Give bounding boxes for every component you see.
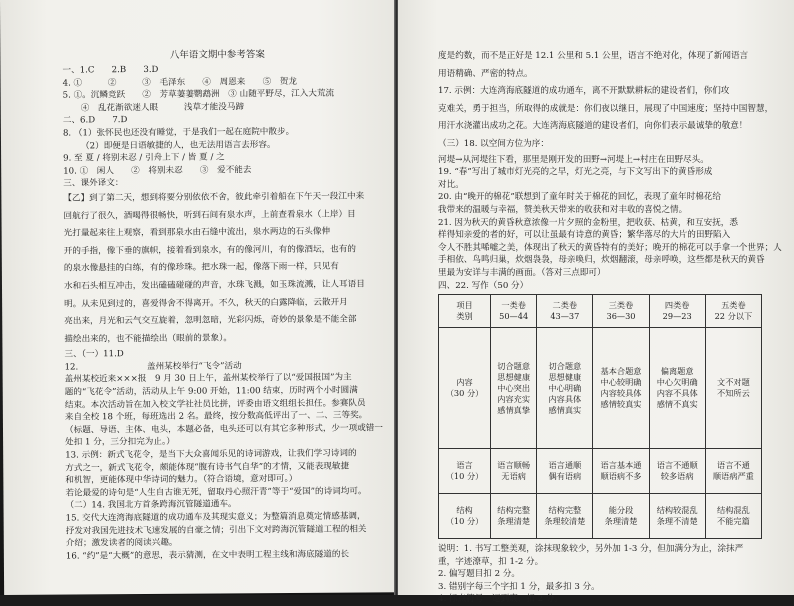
table-cell: 切合题意 思想健康 中心明确 内容具体 感情真实 [537,328,593,449]
passage-line: 开的手指，像下垂的旗帜，接着看到泉水，有的像河川，有的像酒坛，也有的 [63,244,356,257]
answer-line: 17. 示例：大连湾海底隧道的成功通车，离不开默默耕耘的建设者们，你们攻 [438,86,730,97]
table-cell: 语言不通顺 较多语病 [649,449,705,494]
answer-line: 样得知亲爱的者的好，可以让虽最有诗意的黄昏；繁华落尽的大片的田野陷入 [438,230,731,241]
body-line: 处扣 1 分，三分扣完为止。） [65,437,175,448]
table-row [439,449,762,494]
right-answers-block [438,48,782,292]
body-line: 若论最爱的诗句是“人生自古谁无死，留取丹心照汗青”等于“爱国”的诗词均可。 [65,486,367,499]
answer-line: 用语精确、严密的特点。 [438,68,533,79]
question-12-body [64,372,384,563]
table-cell: 语言不通 顺语病严重 [705,449,761,494]
question-12-title: 12. 盖州某校举行“飞令”活动 [64,361,242,373]
body-line: 13. 示例：新式飞花令，是当下大众喜闻乐见的诗词游戏，让我们学习诗词的 [65,448,357,461]
table-header-cell: 一类卷 50—44 [491,295,537,328]
body-line: 方式之一，新式飞花令，颇能体现“腹有诗书气自华”的才情，又能表现敏捷 [65,461,350,474]
answer-line: 20. 由“晚开的棉花”联想到了童年时关于棉花的回忆，表现了童年时棉花给 [438,192,721,203]
body-line: 16. “约”是“大概”的意思，表示猜测，在文中表明工程主线和海底隧道的长 [65,549,350,562]
table-cell: 能分段 条理清楚 [593,494,649,539]
body-line: （二）14. 我国北方首条跨海沉管隧道通车。 [65,499,237,511]
table-cell: 结构 （10 分） [439,494,491,539]
table-cell: 语言通顺 偶有语病 [537,449,593,494]
left-answer-sheet [0,0,400,595]
table-cell: 结构完整 条理清楚 [491,494,537,539]
answer-line: 手相依、鸟鸣归巢，炊烟袅袅，母亲唤归，炊烟翻滚，母亲呼唤，这些都是秋天的黄昏 [438,255,765,266]
note-line: 2. 偏写题目扣 2 分。 [438,569,521,580]
answer-line: 10. ① 闲人 ② 将别未忍 ③ 爱不能去 [63,164,252,177]
table-header-cell: 五类卷 22 分以下 [705,295,761,328]
answer-line: 9. 至 夏 / 将别未忍 / 引舟上下 / 皆 夏 / 之 [63,152,225,164]
body-line: 介绍；激发读者的阅读兴趣。 [65,537,178,549]
note-line: 4. 标点符号一逗到底，扣 2 分。 [438,594,563,605]
table-cell: 偏离题意 中心欠明确 内容不具体 感情不真实 [649,328,705,449]
answer-line: 三、课外译文： [63,178,124,189]
answer-line: （三）18. 以空间方位为序： [438,138,549,149]
body-line: 来自全校 18 个班，每班选出 2 名。最终，按分数高低评出了一、二、三等奖。 [64,410,368,423]
answer-line: 我带来的温暖与幸福，赞美秋天带来的收获和对丰收的喜悦之情。 [438,204,688,215]
table-header-cell: 三类卷 36—30 [593,295,649,328]
table-cell: 语言 （10 分） [439,449,491,494]
answer-line: 8. （1）张怀民也还没有睡觉，于是我们一起在庭院中散步。 [62,126,295,139]
answer-sheet-title: 八年语文期中参考答案 [169,49,265,61]
answer-line: 令人不胜其唏嘘之美，体现出了秋天的黄昏特有的美好；晚开的棉花可以手拿一个世界；人 [438,242,782,253]
answer-line: （2）即便是日语敏捷的人，也无法用语言去形容。 [80,139,276,152]
passage-line: 亮出来，月光和云气交互旋着，忽明忽暗，光彩闪烁，奇妙的景象是不能全部 [64,314,357,327]
answer-line: 5. ①。沉鳞竞跃 ② 芳草萋萋鹦鹉洲 ③ 山随平野尽，江入大荒流 [62,88,335,101]
answer-line: 19. “春”写出了城市灯光亮的之早，灯光之亮，与下文写出下的黄昏形成 [438,167,713,178]
table-header-cell: 二类卷 43—37 [537,295,593,328]
translation-passage [63,188,374,349]
answer-line: 四、22. 写作（50 分） [438,280,529,291]
answer-line: 一、1.C 2.B 3.D [62,64,159,76]
grading-notes [438,543,776,606]
body-line: 15. 交代大连湾海底隧道的成功通车及其现实意义；为整篇消息奠定情感基调， [65,511,366,524]
note-line: 重，字迹潦草，扣 1-2 分。 [438,556,544,567]
table-cell: 结构较混乱 条理不清楚 [649,494,705,539]
body-line: 题的“飞花令”活动，活动从上午 9:00 开始，11:00 结束，历时两个小时圆满 [64,385,358,398]
passage-line: 光打量起来往上观察，看到那泉水由石缝中流出，泉水两边的石头像伸 [63,226,331,239]
table-cell: 文不对题 不知所云 [705,328,761,449]
answer-line: 河堤→从河堤往下看，那里是刚开发的田野→河堤上→村庄在田野尽头。 [438,154,709,165]
answer-line: 用汗水浇灌出成功之花。大连湾海底隧道的建设者们，向你们表示最诚挚的敬意！ [438,121,748,132]
table-header-cell: 四类卷 29—23 [649,295,705,328]
body-line: 和机智，更能体现中华诗词的魅力。（符合语境，意对即可。） [65,474,298,486]
table-cell: 结构混乱 不能完篇 [705,494,761,539]
table-row [439,494,762,539]
answer-line: 里最为安详与丰满的画面。（答对三点即可） [438,267,606,278]
answer-line: 克难关，勇于担当，所取得的成就是：你们夜以继日，展现了中国速度；坚持中国智慧， [438,103,774,114]
answer-line: 度是约数，而不是正好是 12.1 公里和 5.1 公里，语言不绝对化，体现了新闻语言 [438,51,749,61]
body-line: 结束。本次活动旨在加入校文学社社员比拼，评委由语文组组长担任。参赛队员 [64,398,366,411]
answer-line: 4. ① ② ③ 毛泽东 ④ 周恩来 ⑤ 贺龙 [62,76,297,89]
passage-line: 回航行了很久，酒喝得很畅快，听到石间有泉水声，上前查看泉水（上岸）目 [63,209,356,222]
note-line: 3. 错别字每三个字扣 1 分，最多扣 3 分。 [438,581,600,592]
table-cell: 语言基本通 顺语病不多 [593,449,649,494]
table-cell: 基本合题意 中心较明确 内容较具体 感情较真实 [593,328,649,449]
body-line: 盖州某校近来×××报 9 月 30 日上午，盖州某校举行了以“爱国报国”为主 [64,373,352,386]
answer-line: 21. 因为秋天的黄昏秋意浓像一片夕照的金粉里，把收获、枯黄，和互安抚，悉 [438,217,738,228]
writing-grade-table [438,294,762,539]
table-cell: 切合题意 思想健康 中心突出 内容充实 感情真挚 [491,328,537,449]
note-line: 说明：1. 书写工整美观，涂抹现象较少，另外加 1-3 分，但加满分为止，涂抹严 [438,544,744,555]
body-line: （标题、导语、主体、电头，本题必备，电头还可以有其它多种形式，少一项或错一 [64,423,384,436]
table-cell: 语言顺畅 无语病 [491,449,537,494]
answer-line: ④ 乱花渐欲迷人眼 浅草才能没马蹄 [80,102,245,114]
passage-line: 明。从未见到过的，喜爱得舍不得离开。不久，秋天的白露降临，云散开月 [64,297,348,310]
table-row [439,328,762,449]
table-header-row [439,295,762,328]
left-answers-block [62,62,373,190]
passage-line: 【乙】到了第二天，想到将要分别依依不舍，彼此牵引着船在下午天一段江中来 [63,191,365,204]
body-line: 抒发对我国先进技术飞速发展的自豪之情；引出下文对跨海沉管隧道工程的相关 [65,524,367,537]
table-header-cell: 项目 类别 [439,295,491,328]
table-cell: 内容 （30 分） [439,328,491,449]
passage-line: 描绘出来的，也不能描绘出（眼前的景象）。 [64,333,232,345]
passage-line: 的泉水像悬挂的白练，有的像珍珠。把水珠一起，像落下雨一样，只见有 [63,261,339,274]
answer-line: 三、（一）11.D [64,349,124,360]
table-cell: 结构完整 条理较清楚 [537,494,593,539]
passage-line: 水和石头相互冲击，发出磕磕碰碰的声音，水珠飞溅，如玉珠流溅，让人耳语目 [63,279,365,292]
answer-line: 对比。 [438,179,464,190]
right-answer-sheet [398,0,794,605]
answer-line: 二、6.D 7.D [62,115,128,126]
